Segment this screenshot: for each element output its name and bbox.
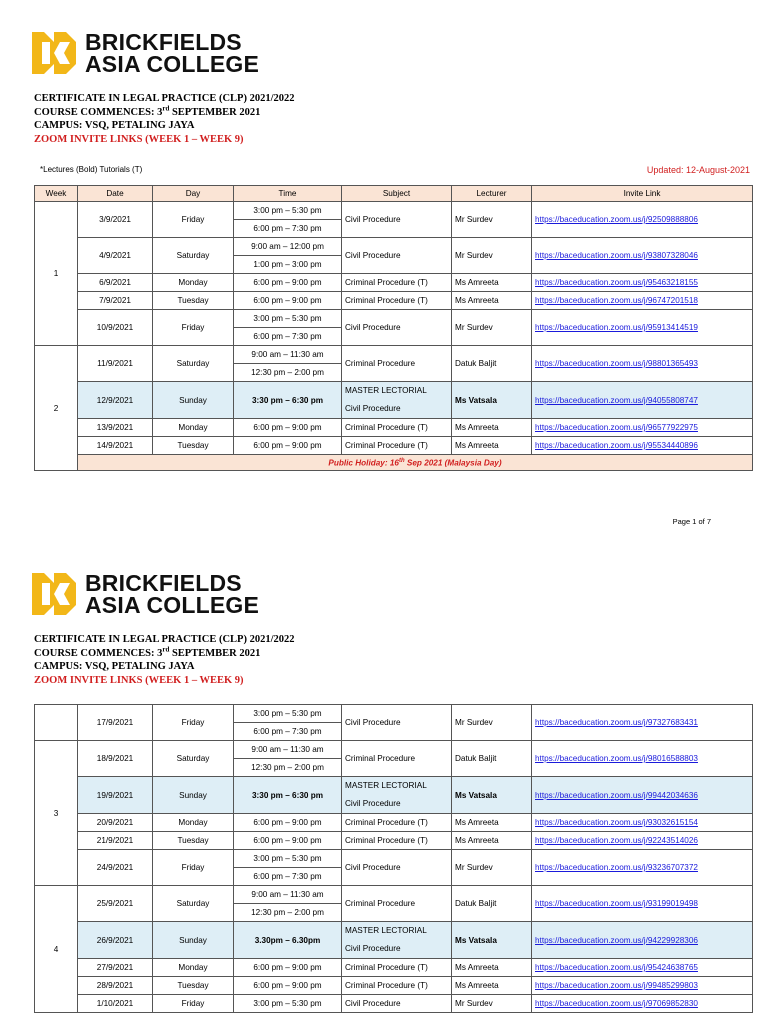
time-cell: 9:00 am – 12:00 pm: [234, 238, 342, 256]
subject-cell: Criminal Procedure: [342, 741, 452, 777]
lecturer-cell: Ms Amreeta: [452, 437, 532, 455]
lecturer-cell: Ms Vatsala: [452, 922, 532, 959]
subject-cell: Criminal Procedure (T): [342, 832, 452, 850]
date-cell: 6/9/2021: [78, 274, 153, 292]
subject-cell: Criminal Procedure (T): [342, 437, 452, 455]
zoom-invite-link[interactable]: https://baceducation.zoom.us/j/95424638765: [532, 959, 753, 977]
time-cell: 3:00 pm – 5:30 pm: [234, 705, 342, 723]
time-cell: 9:00 am – 11:30 am: [234, 346, 342, 364]
zoom-invite-link[interactable]: https://baceducation.zoom.us/j/95463218155: [532, 274, 753, 292]
day-cell: Monday: [153, 959, 234, 977]
week-cell: 2: [35, 346, 78, 471]
subject-cell: Criminal Procedure (T): [342, 292, 452, 310]
lecturer-cell: Ms Amreeta: [452, 419, 532, 437]
subject-cell: Criminal Procedure: [342, 886, 452, 922]
time-cell: 6:00 pm – 9:00 pm: [234, 292, 342, 310]
time-cell: 3.30pm – 6.30pm: [234, 922, 342, 959]
week-cell: [35, 705, 78, 741]
time-cell: 6:00 pm – 9:00 pm: [234, 274, 342, 292]
zoom-invite-link[interactable]: https://baceducation.zoom.us/j/96747201518: [532, 292, 753, 310]
date-cell: 25/9/2021: [78, 886, 153, 922]
subject-cell: [342, 777, 452, 814]
date-cell: 10/9/2021: [78, 310, 153, 346]
updated-date: Updated: 12-August-2021: [646, 165, 750, 175]
subject-cell: [342, 382, 452, 419]
date-cell: 26/9/2021: [78, 922, 153, 959]
date-cell: 12/9/2021: [78, 382, 153, 419]
subject-cell: Criminal Procedure (T): [342, 814, 452, 832]
zoom-invite-link[interactable]: https://baceducation.zoom.us/j/95913414519: [532, 310, 753, 346]
header-line-3: CAMPUS: VSQ, PETALING JAYA: [34, 661, 195, 672]
table-row: [35, 741, 753, 759]
column-header: Invite Link: [532, 186, 753, 202]
bac-logo-icon: [30, 571, 80, 617]
time-cell: 6:00 pm – 7:30 pm: [234, 723, 342, 741]
zoom-invite-link[interactable]: https://baceducation.zoom.us/j/98801365493: [532, 346, 753, 382]
table-row: [35, 705, 753, 723]
day-cell: Friday: [153, 202, 234, 238]
subject-line: Civil Procedure: [345, 944, 401, 953]
time-cell: 6:00 pm – 7:30 pm: [234, 868, 342, 886]
date-cell: 28/9/2021: [78, 977, 153, 995]
day-cell: Saturday: [153, 346, 234, 382]
table-row: [35, 814, 753, 832]
time-cell: 1:00 pm – 3:00 pm: [234, 256, 342, 274]
lecturer-cell: Ms Amreeta: [452, 977, 532, 995]
lecturer-cell: Datuk Baljit: [452, 741, 532, 777]
table-row: [35, 419, 753, 437]
time-cell: 6:00 pm – 9:00 pm: [234, 959, 342, 977]
zoom-invite-link[interactable]: https://baceducation.zoom.us/j/97069852830: [532, 995, 753, 1013]
table-row: [35, 310, 753, 328]
lecturer-cell: Mr Surdev: [452, 202, 532, 238]
subject-cell: Civil Procedure: [342, 238, 452, 274]
subject-line: MASTER LECTORIAL: [345, 926, 427, 935]
week-cell: 4: [35, 886, 78, 1013]
zoom-invite-link[interactable]: https://baceducation.zoom.us/j/94055808747: [532, 382, 753, 419]
date-cell: 27/9/2021: [78, 959, 153, 977]
zoom-invite-link[interactable]: https://baceducation.zoom.us/j/94229928306: [532, 922, 753, 959]
lecturer-cell: Mr Surdev: [452, 310, 532, 346]
subject-line: Civil Procedure: [345, 404, 401, 413]
time-cell: 12:30 pm – 2:00 pm: [234, 364, 342, 382]
time-cell: 9:00 am – 11:30 am: [234, 741, 342, 759]
column-header: Subject: [342, 186, 452, 202]
table-row: [35, 886, 753, 904]
table-row: [35, 850, 753, 868]
holiday-row: [35, 455, 753, 471]
date-cell: 17/9/2021: [78, 705, 153, 741]
day-cell: Saturday: [153, 886, 234, 922]
day-cell: Friday: [153, 705, 234, 741]
date-cell: 11/9/2021: [78, 346, 153, 382]
table-row: [35, 437, 753, 455]
lecturer-cell: Datuk Baljit: [452, 346, 532, 382]
subject-cell: Civil Procedure: [342, 310, 452, 346]
header-line-2: COURSE COMMENCES: 3rd SEPTEMBER 2021: [34, 645, 261, 659]
subject-cell: Criminal Procedure (T): [342, 419, 452, 437]
brand-line-2: ASIA COLLEGE: [85, 51, 260, 77]
time-cell: 6:00 pm – 9:00 pm: [234, 832, 342, 850]
week-cell: 1: [35, 202, 78, 346]
brand-wordmark: [85, 31, 259, 75]
subject-cell: Civil Procedure: [342, 202, 452, 238]
lecturer-cell: Datuk Baljit: [452, 886, 532, 922]
date-cell: 13/9/2021: [78, 419, 153, 437]
time-cell: 6:00 pm – 9:00 pm: [234, 419, 342, 437]
page-number: Page 1 of 7: [672, 517, 711, 526]
subject-cell: Criminal Procedure (T): [342, 977, 452, 995]
time-cell: 6:00 pm – 7:30 pm: [234, 328, 342, 346]
schedule-table-page-1: [34, 185, 753, 471]
lecturer-cell: Ms Vatsala: [452, 777, 532, 814]
day-cell: Monday: [153, 419, 234, 437]
zoom-invite-link[interactable]: https://baceducation.zoom.us/j/98016588803: [532, 741, 753, 777]
legend-note: *Lectures (Bold) Tutorials (T): [40, 165, 143, 174]
lecturer-cell: Mr Surdev: [452, 705, 532, 741]
subject-line: MASTER LECTORIAL: [345, 781, 427, 790]
table-row: [35, 959, 753, 977]
column-header: Week: [35, 186, 78, 202]
day-cell: Tuesday: [153, 292, 234, 310]
time-cell: 6:00 pm – 9:00 pm: [234, 814, 342, 832]
subject-cell: Civil Procedure: [342, 705, 452, 741]
header-line-1: CERTIFICATE IN LEGAL PRACTICE (CLP) 2021/2022: [34, 634, 295, 645]
time-cell: 3:00 pm – 5:30 pm: [234, 202, 342, 220]
time-cell: 6:00 pm – 7:30 pm: [234, 220, 342, 238]
time-cell: 9:00 am – 11:30 am: [234, 886, 342, 904]
zoom-invite-link[interactable]: https://baceducation.zoom.us/j/93807328046: [532, 238, 753, 274]
zoom-invite-link[interactable]: https://baceducation.zoom.us/j/92509888806: [532, 202, 753, 238]
table-row: [35, 238, 753, 256]
lecturer-cell: Mr Surdev: [452, 995, 532, 1013]
header-line-1: CERTIFICATE IN LEGAL PRACTICE (CLP) 2021/2022: [34, 93, 295, 104]
lecturer-cell: Ms Vatsala: [452, 382, 532, 419]
zoom-invite-link[interactable]: https://baceducation.zoom.us/j/99442034636: [532, 777, 753, 814]
zoom-invite-link[interactable]: https://baceducation.zoom.us/j/93032615154: [532, 814, 753, 832]
date-cell: 4/9/2021: [78, 238, 153, 274]
date-cell: 3/9/2021: [78, 202, 153, 238]
day-cell: Sunday: [153, 777, 234, 814]
time-cell: 12:30 pm – 2:00 pm: [234, 759, 342, 777]
time-cell: 3:30 pm – 6:30 pm: [234, 777, 342, 814]
zoom-invite-link[interactable]: https://baceducation.zoom.us/j/96577922975: [532, 419, 753, 437]
table-row: [35, 922, 753, 959]
subject-cell: Criminal Procedure (T): [342, 274, 452, 292]
public-holiday-note: Public Holiday: 16th Sep 2021 (Malaysia Day): [78, 455, 753, 471]
date-cell: 21/9/2021: [78, 832, 153, 850]
day-cell: Tuesday: [153, 437, 234, 455]
table-row: [35, 274, 753, 292]
zoom-invite-link[interactable]: https://baceducation.zoom.us/j/93236707372: [532, 850, 753, 886]
day-cell: Sunday: [153, 922, 234, 959]
zoom-invite-link[interactable]: https://baceducation.zoom.us/j/99485299803: [532, 977, 753, 995]
header-line-3: CAMPUS: VSQ, PETALING JAYA: [34, 120, 195, 131]
time-cell: 6:00 pm – 9:00 pm: [234, 977, 342, 995]
zoom-invite-link[interactable]: https://baceducation.zoom.us/j/93199019498: [532, 886, 753, 922]
document-page-2: [0, 545, 768, 1024]
document-header: [34, 92, 295, 146]
date-cell: 20/9/2021: [78, 814, 153, 832]
table-row: [35, 382, 753, 419]
day-cell: Tuesday: [153, 977, 234, 995]
lecturer-cell: Ms Amreeta: [452, 832, 532, 850]
date-cell: 24/9/2021: [78, 850, 153, 886]
table-row: [35, 346, 753, 364]
date-cell: 1/10/2021: [78, 995, 153, 1013]
time-cell: 6:00 pm – 9:00 pm: [234, 437, 342, 455]
subject-line: Civil Procedure: [345, 799, 401, 808]
column-header: Day: [153, 186, 234, 202]
subject-cell: Criminal Procedure (T): [342, 959, 452, 977]
brand-line-1: BRICKFIELDS: [85, 570, 242, 596]
lecturer-cell: Mr Surdev: [452, 850, 532, 886]
time-cell: 3:00 pm – 5:30 pm: [234, 995, 342, 1013]
day-cell: Saturday: [153, 741, 234, 777]
day-cell: Friday: [153, 995, 234, 1013]
table-row: [35, 832, 753, 850]
table-row: [35, 292, 753, 310]
subject-cell: [342, 922, 452, 959]
subject-cell: Criminal Procedure: [342, 346, 452, 382]
day-cell: Friday: [153, 850, 234, 886]
zoom-invite-link[interactable]: https://baceducation.zoom.us/j/92243514026: [532, 832, 753, 850]
table-row: [35, 777, 753, 814]
time-cell: 3:30 pm – 6:30 pm: [234, 382, 342, 419]
column-header: Date: [78, 186, 153, 202]
day-cell: Saturday: [153, 238, 234, 274]
time-cell: 3:00 pm – 5:30 pm: [234, 850, 342, 868]
schedule-table-page-2: [34, 704, 753, 1013]
time-cell: 3:00 pm – 5:30 pm: [234, 310, 342, 328]
lecturer-cell: Ms Amreeta: [452, 274, 532, 292]
zoom-invite-link[interactable]: https://baceducation.zoom.us/j/95534440896: [532, 437, 753, 455]
subject-cell: Civil Procedure: [342, 850, 452, 886]
column-header: Time: [234, 186, 342, 202]
brand-wordmark: [85, 572, 259, 616]
column-header: Lecturer: [452, 186, 532, 202]
subject-cell: Civil Procedure: [342, 995, 452, 1013]
lecturer-cell: Mr Surdev: [452, 238, 532, 274]
header-line-4: ZOOM INVITE LINKS (WEEK 1 – WEEK 9): [34, 674, 244, 686]
lecturer-cell: Ms Amreeta: [452, 292, 532, 310]
date-cell: 7/9/2021: [78, 292, 153, 310]
brand-logo: [30, 571, 259, 617]
table-row: [35, 202, 753, 220]
day-cell: Sunday: [153, 382, 234, 419]
subject-line: MASTER LECTORIAL: [345, 386, 427, 395]
table-row: [35, 995, 753, 1013]
date-cell: 14/9/2021: [78, 437, 153, 455]
lecturer-cell: Ms Amreeta: [452, 814, 532, 832]
table-row: [35, 977, 753, 995]
table-header-row: [35, 186, 753, 202]
date-cell: 18/9/2021: [78, 741, 153, 777]
week-cell: 3: [35, 741, 78, 886]
brand-logo: [30, 30, 259, 76]
day-cell: Tuesday: [153, 832, 234, 850]
bac-logo-icon: [30, 30, 80, 76]
header-line-4: ZOOM INVITE LINKS (WEEK 1 – WEEK 9): [34, 133, 244, 145]
brand-line-1: BRICKFIELDS: [85, 29, 242, 55]
lecturer-cell: Ms Amreeta: [452, 959, 532, 977]
day-cell: Friday: [153, 310, 234, 346]
brand-line-2: ASIA COLLEGE: [85, 592, 260, 618]
header-line-2: COURSE COMMENCES: 3rd SEPTEMBER 2021: [34, 104, 261, 118]
date-cell: 19/9/2021: [78, 777, 153, 814]
zoom-invite-link[interactable]: https://baceducation.zoom.us/j/97327683431: [532, 705, 753, 741]
day-cell: Monday: [153, 814, 234, 832]
document-header: [34, 633, 295, 687]
time-cell: 12:30 pm – 2:00 pm: [234, 904, 342, 922]
day-cell: Monday: [153, 274, 234, 292]
